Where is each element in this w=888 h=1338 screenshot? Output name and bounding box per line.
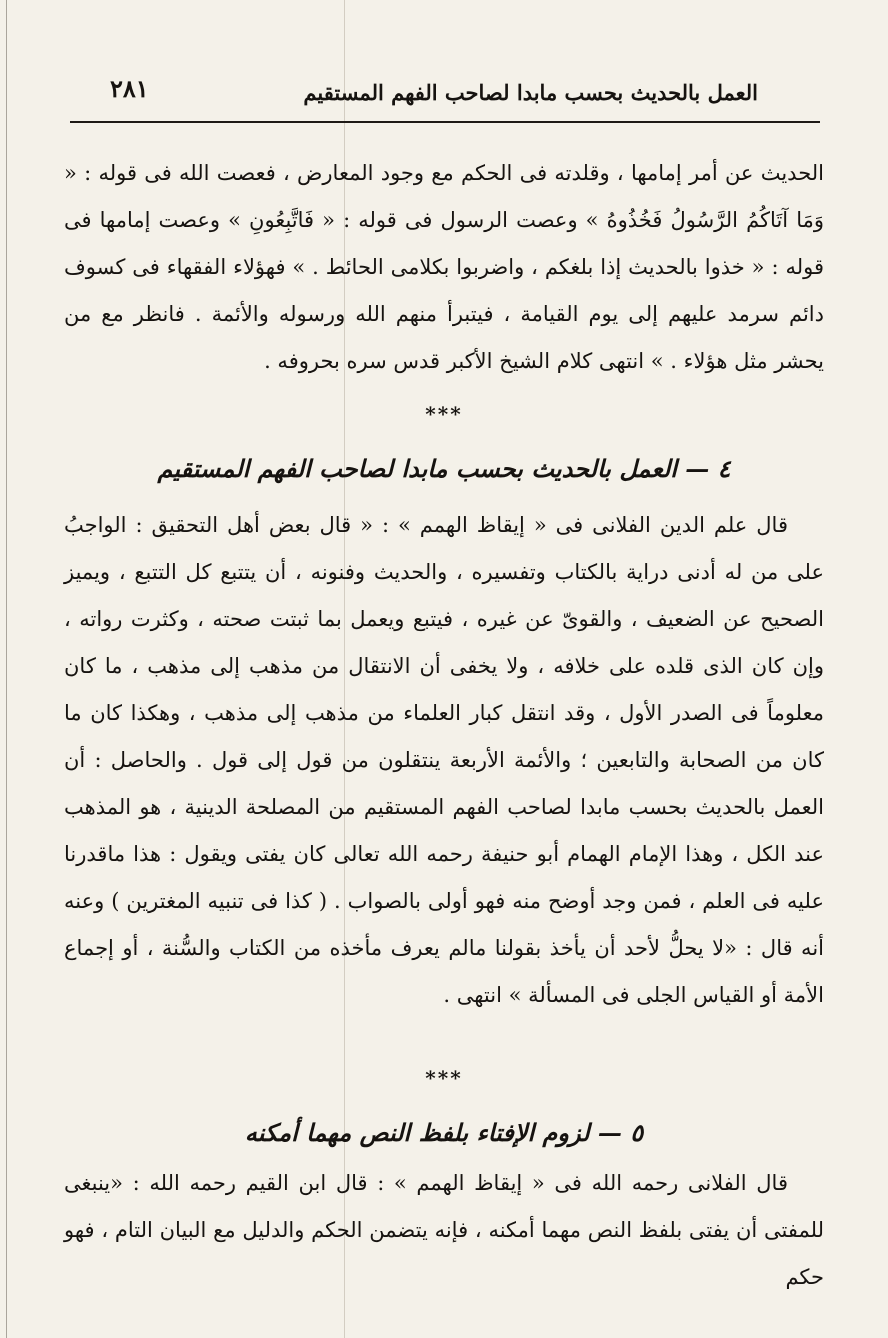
paragraph-continued: الحديث عن أمر إمامها ، وقلدته فى الحكم مع وجود المعارض ، فعصت الله فى قوله : « وَمَا آتَاكُمُ الرَّسُولُ فَخُذُوهُ » وعصت الرسول فى قوله : « فَاتَّبِعُونِ » وعصت إمامها فى قوله : « خذوا بالحديث إذا بلغكم ، واضربوا بكلامى الحائط . » فهؤلاء الفقهاء فى كسوف دائم سرمد عليهم إلى يوم القيامة ، فيتبرأ منهم الله ورسوله والأئمة . فانظر مع من يحشر مثل هؤلاء . » انتهى كلام الشيخ الأكبر قدس سره بحروفه . [64, 161, 824, 373]
paragraph-section-5: قال الفلانى رحمه الله فى « إيقاظ الهمم » : قال ابن القيم رحمه الله : «ينبغى للمفتى أن يفتى بلفظ النص مهما أمكنه ، فإنه يتضمن الحكم والدليل مع البيان التام ، فهو حكم [64, 1171, 824, 1289]
page-header [70, 74, 818, 116]
header-rule [70, 121, 820, 123]
section-separator: *** [425, 1066, 463, 1090]
section-heading-4: ٤ — العمل بالحديث بحسب مابدا لصاحب الفهم المستقيم [157, 454, 731, 483]
running-title: العمل بالحديث بحسب مابدا لصاحب الفهم المستقيم [303, 80, 758, 105]
paragraph-section-4: قال علم الدين الفلانى فى « إيقاظ الهمم » : « قال بعض أهل التحقيق : الواجبُ على من له أدنى دراية بالكتاب وتفسيره ، والحديث وفنونه ، أن يتتبع كل التتبع ، ويميز الصحيح عن الضعيف ، والقوىّ عن غيره ، فيتبع ويعمل بما ثبتت صحته ، وكثرت رواته ، وإن كان الذى قلده على خلافه ، ولا يخفى أن الانتقال من مذهب إلى مذهب ، ما كان معلوماً فى الصدر الأول ، وقد انتقل كبار العلماء من مذهب إلى مذهب ، وهكذا كان ما كان من الصحابة والتابعين ؛ والأئمة الأربعة ينتقلون من قول إلى قول . والحاصل : أن العمل بالحديث بحسب مابدا لصاحب الفهم المستقيم من المصلحة الدينية ، هو المذهب عند الكل ، وهذا الإمام الهمام أبو حنيفة رحمه الله تعالى كان يفتى ويقول : هذا ماقدرنا عليه فى العلم ، فمن وجد أوضح منه فهو أولى بالصواب . ( كذا فى تنبيه المغترين ) وعنه أنه قال : «لا يحلُّ لأحد أن يأخذ بقولنا مالم يعرف مأخذه من الكتاب والسُّنة ، أو إجماع الأمة أو القياس الجلى فى المسألة » انتهى . [64, 513, 824, 1007]
section-separator: *** [425, 402, 463, 426]
page-number: ٢٨١ [110, 74, 149, 103]
page-edge-line [6, 0, 7, 1338]
section-heading-5: ٥ — لزوم الإفتاء بلفظ النص مهما أمكنه [244, 1118, 644, 1147]
